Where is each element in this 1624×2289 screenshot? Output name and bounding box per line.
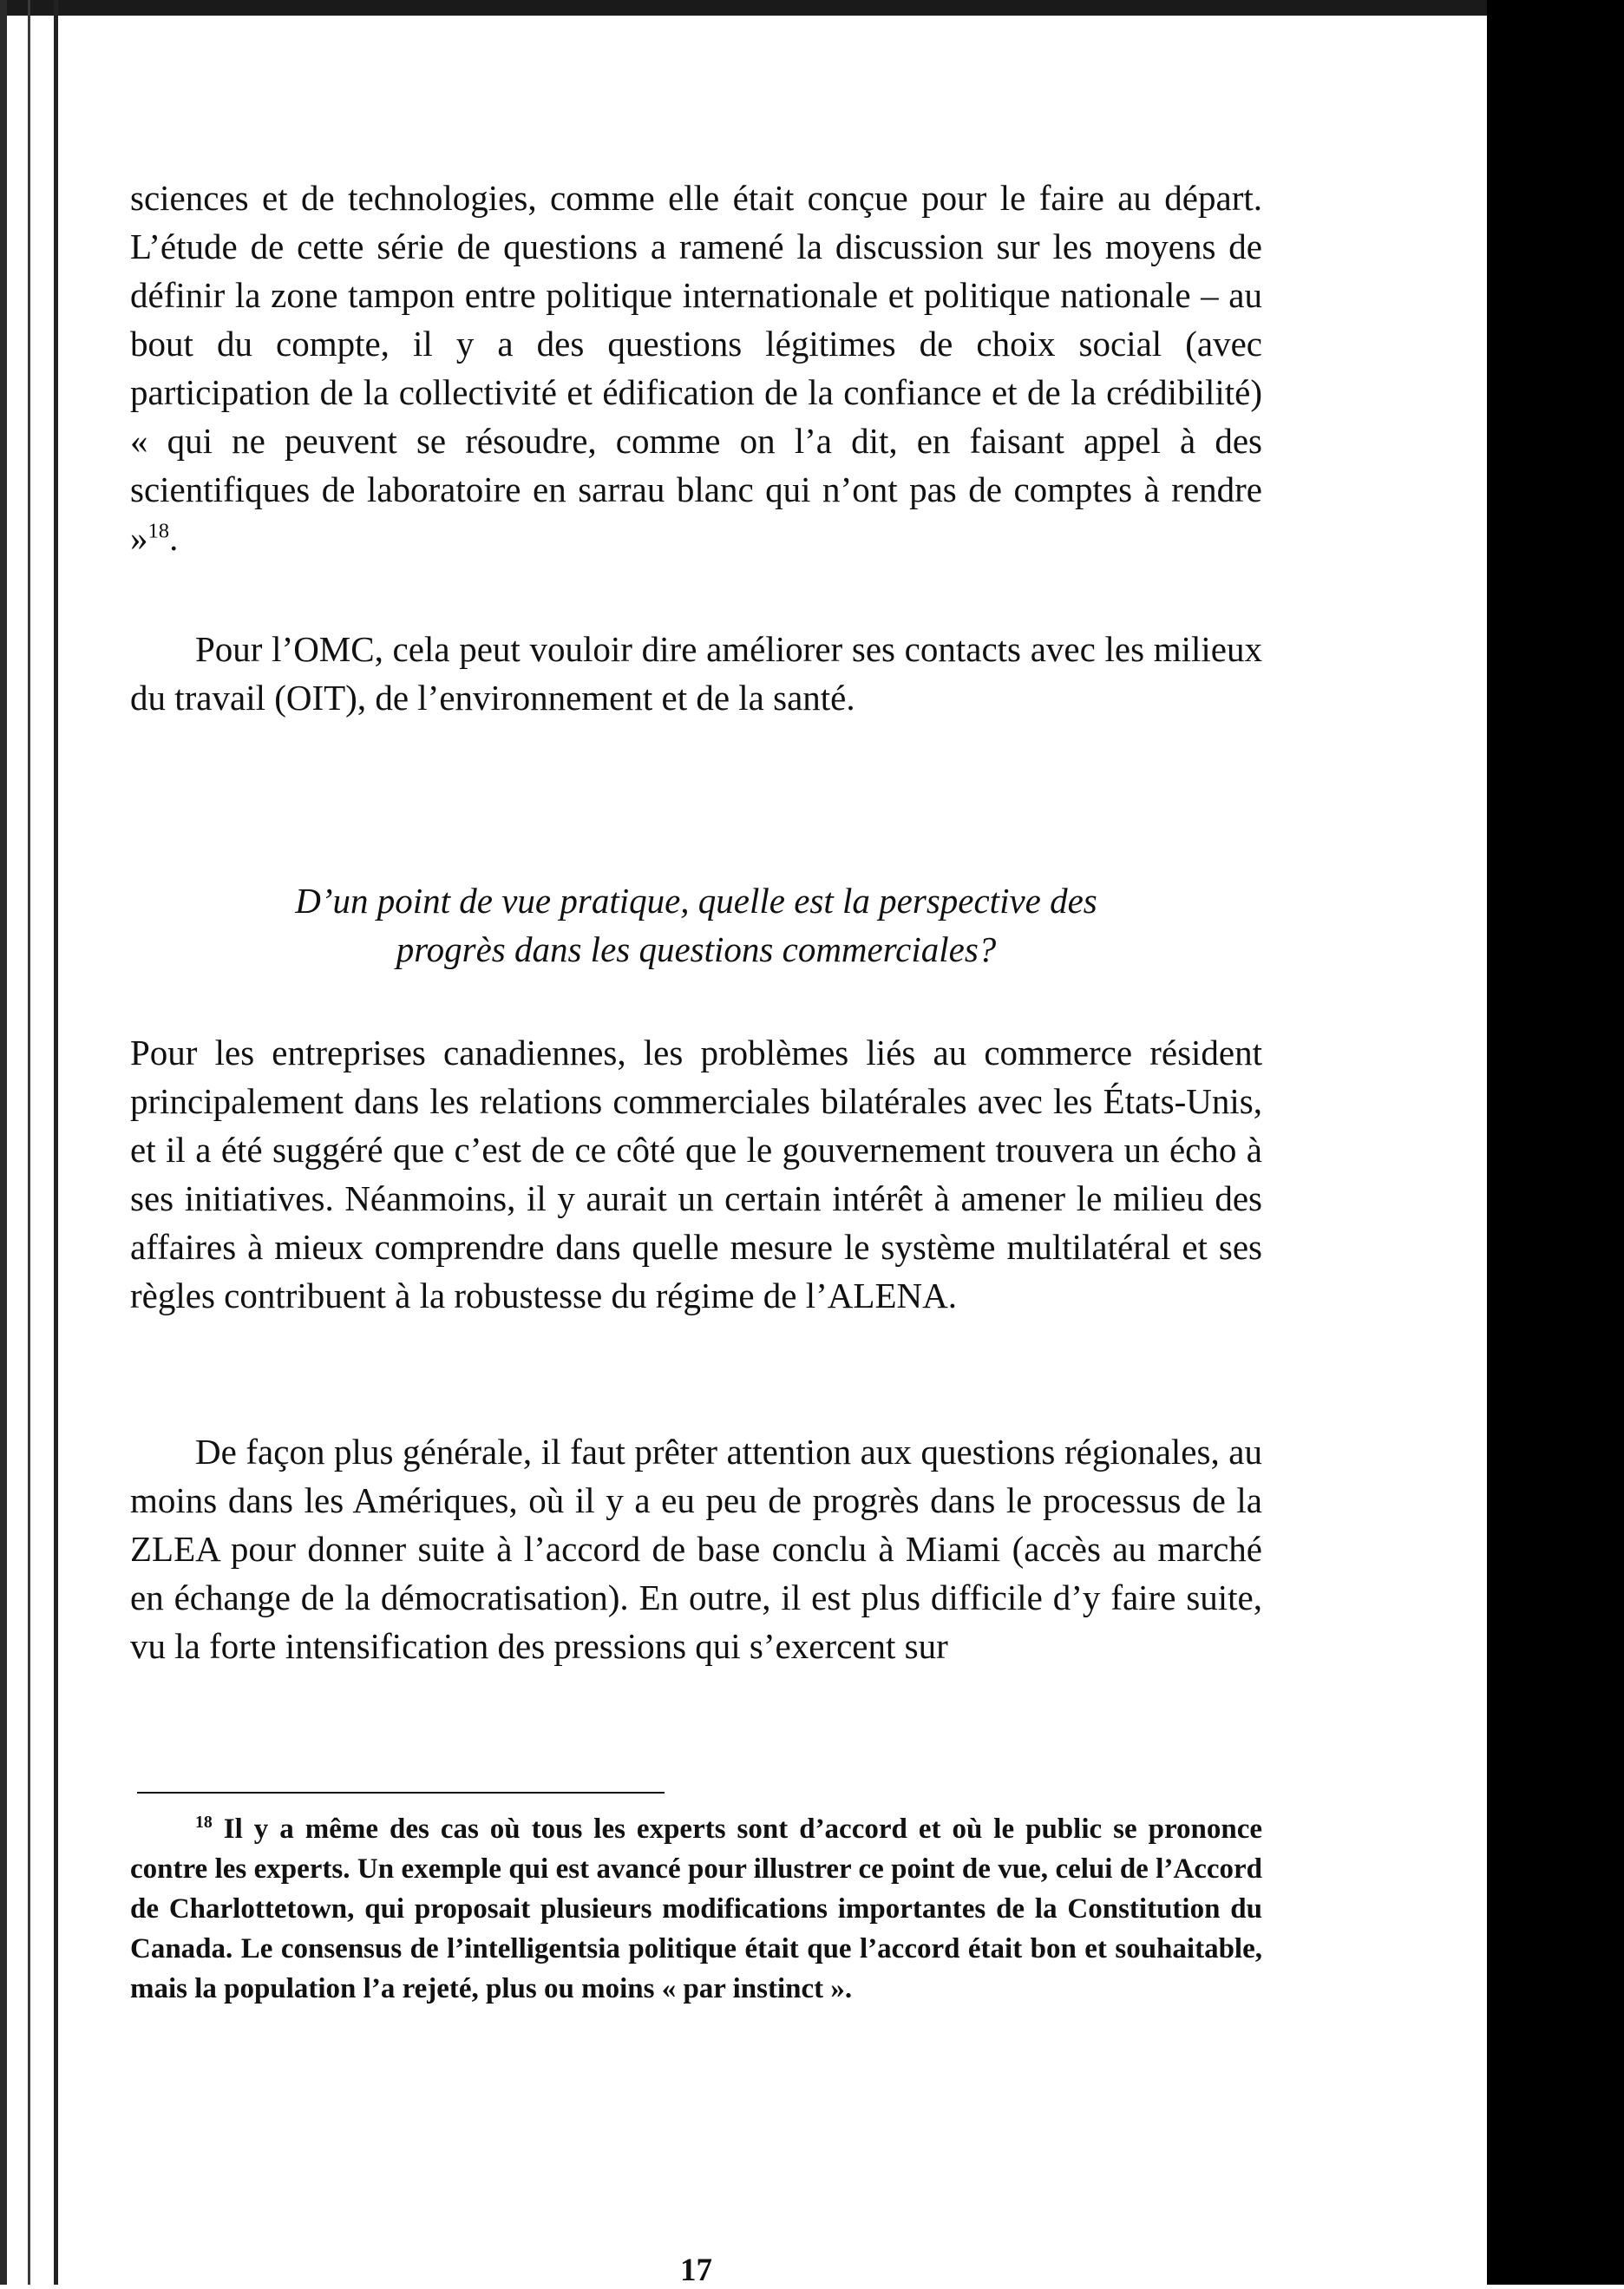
question-line-2: progrès dans les questions commerciales? — [396, 929, 997, 969]
footnote-number: 18 — [195, 1813, 213, 1832]
question-line-1: D’un point de vue pratique, quelle est la perspective des — [295, 881, 1097, 921]
scan-binding-line — [54, 0, 58, 2285]
scan-binding-line — [28, 0, 30, 2285]
scan-border-right — [1487, 0, 1624, 2285]
scan-border-left — [0, 0, 7, 2285]
footnote-text: Il y a même des cas où tous les experts sont d’accord et où le public se prononce contre les experts. Un exemple qui est avancé pour illustrer ce point de vue, celui de l’Accord de Charlottetown, qui proposait plusieurs modifications importantes de la Constitution du Canada. Le consensus de l’intelligentsia politique était que l’accord était bon et souhaitable, mais la population l’a rejeté, plus ou moins « par instinct ». — [130, 1813, 1262, 2004]
paragraph-2: Pour l’OMC, cela peut vouloir dire améliorer ses contacts avec les milieux du travail (OIT), de l’environnement et de la santé. — [130, 629, 1262, 718]
scan-border-top — [0, 0, 1624, 16]
footnote-separator — [137, 1792, 665, 1794]
paragraph-1-text: sciences et de technologies, comme elle était conçue pour le faire au départ. L’étude de cette série de questions a ramené la discussion sur les moyens de définir la zone tampon entre politique internationale et politique nationale – au bout du compte, il y a des questions légitimes de choix social (avec participation de la collectivité et édification de la confiance et de la crédibilité) « qui ne peuvent se résoudre, comme on l’a dit, en faisant appel à des scientifiques de laboratoire en sarrau blanc qui n’ont pas de comptes à rendre » — [130, 178, 1262, 558]
footnote-reference[interactable]: 18 — [147, 519, 170, 543]
paragraph-1-end: . — [169, 518, 179, 558]
section-question-heading — [130, 876, 1262, 974]
page-number: 17 — [680, 2253, 712, 2288]
paragraph-4: De façon plus générale, il faut prêter attention aux questions régionales, au moins dans les Amériques, où il y a eu peu de progrès dans le processus de la ZLEA pour donner suite à l’accord de base conclu à Miami (accès au marché en échange de la démocratisation). En outre, il est plus difficile d’y faire suite, vu la forte intensification des pressions qui s’exercent sur — [130, 1432, 1262, 1666]
paragraph-1 — [130, 174, 1262, 562]
paragraph-3: Pour les entreprises canadiennes, les problèmes liés au commerce résident principalement dans les relations commerciales bilatérales avec les États-Unis, et il a été suggéré que c’est de ce côté que le gouvernement trouvera un écho à ses initiatives. Néanmoins, il y aurait un certain intérêt à amener le milieu des affaires à mieux comprendre dans quelle mesure le système multilatéral et ses règles contribuent à la robustesse du régime de l’ALENA. — [130, 1033, 1262, 1315]
footnote — [130, 1809, 1262, 2009]
